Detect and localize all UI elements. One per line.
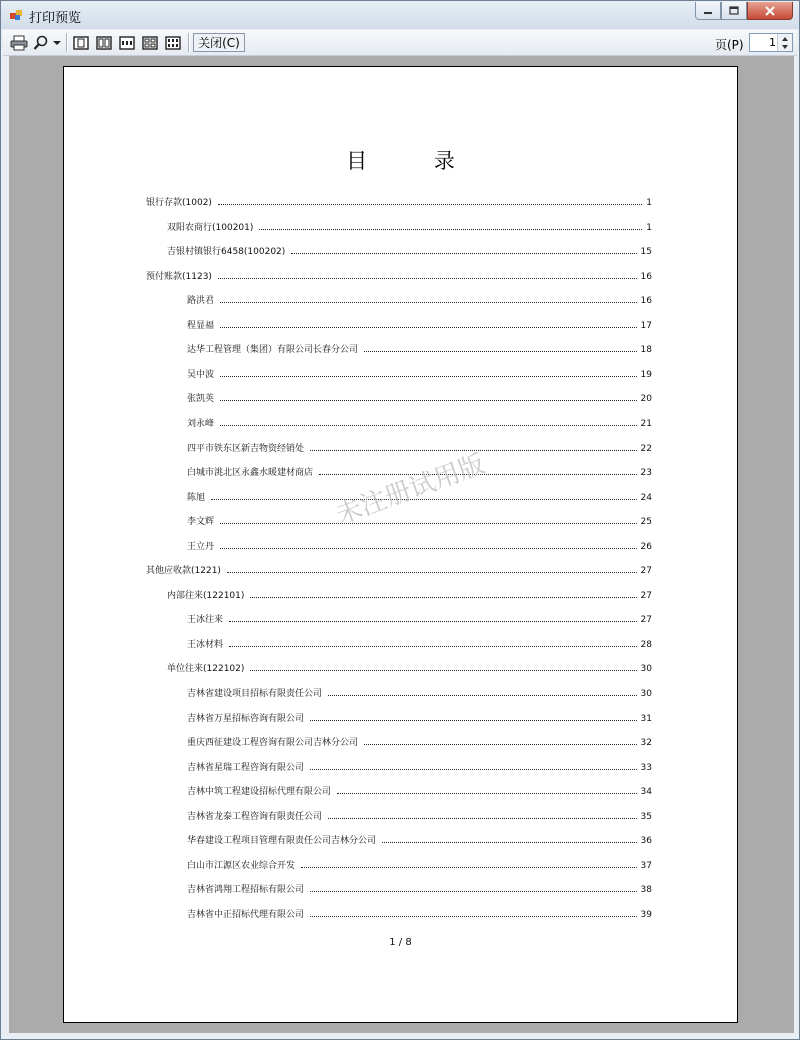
spin-down-icon[interactable] [778, 43, 792, 51]
toc-row [187, 366, 652, 380]
preview-area[interactable] [9, 56, 794, 1033]
toc-entry-label: 程显福 [187, 321, 215, 331]
toc-entry-label: 单位往来(122102) [167, 664, 245, 674]
toc-entry-label: 路洪君 [187, 296, 215, 306]
toc-entry-page: 19 [640, 370, 652, 380]
page-number-value[interactable]: 1 [769, 36, 776, 49]
toc-leader-dots [382, 842, 637, 843]
toc-leader-dots [250, 597, 636, 598]
toc-entry-label: 刘永峰 [187, 419, 215, 429]
toc-leader-dots [229, 646, 637, 647]
toc-row [187, 759, 652, 773]
two-page-button[interactable] [95, 33, 113, 52]
toc-entry-label: 李文辉 [187, 517, 215, 527]
toc-row [187, 341, 652, 355]
toc-entry-page: 30 [640, 689, 652, 699]
close-icon [764, 6, 776, 16]
toc-leader-dots [259, 229, 642, 230]
spin-up-icon[interactable] [778, 35, 792, 43]
toc-entry-label: 吉林省建设项目招标有限责任公司 [187, 689, 323, 699]
toc-row [187, 808, 652, 822]
toc-leader-dots [250, 670, 636, 671]
toc-entry-page: 39 [640, 910, 652, 920]
toc-entry-page: 17 [640, 321, 652, 331]
toc-row [187, 832, 652, 846]
three-page-icon [119, 36, 135, 50]
one-page-icon [73, 36, 89, 50]
toc-leader-dots [220, 376, 637, 377]
toc-row [187, 857, 652, 871]
toc-entry-label: 华春建设工程项目管理有限责任公司吉林分公司 [187, 836, 377, 846]
toc-entry-page: 16 [640, 296, 652, 306]
toc-row [187, 317, 652, 331]
document-page [63, 66, 738, 1023]
toc-entry-label: 吉林省中正招标代理有限公司 [187, 910, 305, 920]
toc-entry-page: 28 [640, 640, 652, 650]
close-window-button[interactable] [747, 2, 793, 20]
toc-entry-label: 白山市江源区农业综合开发 [187, 861, 296, 871]
printer-icon [10, 35, 28, 51]
toc-row [146, 194, 652, 208]
toc-row [167, 660, 652, 674]
toc-leader-dots [291, 253, 636, 254]
toc-leader-dots [364, 351, 637, 352]
close-preview-button[interactable]: 关闭(C) [193, 33, 245, 52]
zoom-icon [33, 35, 49, 51]
toolbar-separator [188, 33, 190, 52]
toc-row [187, 906, 652, 920]
toc-leader-dots [364, 744, 637, 745]
toc-entry-page: 37 [640, 861, 652, 871]
toc-row [187, 710, 652, 724]
zoom-dropdown[interactable] [52, 33, 62, 52]
page-footer-number: 1 / 8 [389, 937, 412, 948]
toc-entry-label: 吉林省鸿翔工程招标有限公司 [187, 885, 305, 895]
page-number-spinner[interactable] [749, 33, 793, 52]
toc-row [187, 783, 652, 797]
toc-entry-page: 27 [640, 615, 652, 625]
toc-entry-label: 白城市洮北区永鑫水暖建材商店 [187, 468, 314, 478]
two-page-icon [96, 36, 112, 50]
toc-leader-dots [220, 327, 637, 328]
toc-row [187, 538, 652, 552]
toc-row [187, 513, 652, 527]
toc-entry-page: 18 [640, 345, 652, 355]
toc-leader-dots [328, 695, 637, 696]
six-page-icon [165, 36, 181, 50]
toc-row [187, 390, 652, 404]
toc-row [187, 415, 652, 429]
toc-row [187, 734, 652, 748]
toc-entry-label: 张凯英 [187, 394, 215, 404]
toc-entry-page: 31 [640, 714, 652, 724]
toc-entry-page: 22 [640, 444, 652, 454]
toc-leader-dots [218, 204, 642, 205]
toc-entry-page: 1 [646, 198, 652, 208]
toc-entry-page: 34 [640, 787, 652, 797]
toc-entry-page: 23 [640, 468, 652, 478]
toc-leader-dots [310, 769, 637, 770]
toc-entry-label: 其他应收款(1221) [146, 566, 221, 576]
print-button[interactable] [9, 33, 29, 52]
toc-entry-label: 吴中波 [187, 370, 215, 380]
one-page-button[interactable] [72, 33, 90, 52]
toolbar-separator [66, 33, 68, 52]
toc-entry-page: 38 [640, 885, 652, 895]
toc-leader-dots [227, 572, 637, 573]
toc-entry-label: 内部往来(122101) [167, 591, 245, 601]
toc-row [187, 440, 652, 454]
toc-entry-label: 陈旭 [187, 493, 206, 503]
toc-leader-dots [229, 621, 637, 622]
toc-entry-page: 20 [640, 394, 652, 404]
minimize-button[interactable] [695, 2, 721, 20]
toc-entry-page: 36 [640, 836, 652, 846]
title-bar[interactable] [1, 1, 799, 29]
toc-entry-page: 33 [640, 763, 652, 773]
toc-entry-page: 1 [646, 223, 652, 233]
toc-entry-label: 达华工程管理（集团）有限公司长春分公司 [187, 345, 359, 355]
zoom-button[interactable] [31, 33, 51, 52]
toc-entry-label: 预付账款(1123) [146, 272, 212, 282]
print-preview-app-icon [9, 8, 23, 22]
toc-entry-page: 27 [640, 566, 652, 576]
toc-leader-dots [220, 425, 637, 426]
three-page-button[interactable] [118, 33, 136, 52]
toc-leader-dots [337, 793, 637, 794]
page-label: 页(P) [715, 38, 744, 52]
maximize-icon [729, 6, 739, 16]
dropdown-arrow-icon [53, 40, 61, 46]
toc-entry-label: 双阳农商行(100201) [167, 223, 254, 233]
four-page-icon [142, 36, 158, 50]
toc-row [167, 219, 652, 233]
toc-entry-page: 25 [640, 517, 652, 527]
toc-entry-page: 21 [640, 419, 652, 429]
toc-entry-page: 24 [640, 493, 652, 503]
toc-leader-dots [218, 278, 637, 279]
toc-row [187, 685, 652, 699]
spinner-arrows[interactable] [777, 34, 792, 51]
toc-leader-dots [220, 548, 637, 549]
toc-entry-label: 四平市铁东区新吉物资经销处 [187, 444, 305, 454]
toc-leader-dots [328, 818, 637, 819]
toc-entry-label: 吉银村镇银行6458(100202) [167, 247, 286, 257]
toc-entry-label: 吉林省龙泰工程咨询有限责任公司 [187, 812, 323, 822]
toc-entry-page: 16 [640, 272, 652, 282]
toc-leader-dots [220, 400, 637, 401]
toc-entry-label: 重庆西征建设工程咨询有限公司吉林分公司 [187, 738, 359, 748]
toc-entry-page: 26 [640, 542, 652, 552]
toc-leader-dots [301, 867, 637, 868]
toc-row [167, 243, 652, 257]
window-title: 打印预览 [29, 11, 82, 26]
toc-row [187, 636, 652, 650]
toc-entry-label: 王冰材料 [187, 640, 224, 650]
toc-row [167, 587, 652, 601]
toc-leader-dots [310, 891, 637, 892]
toc-row [146, 268, 652, 282]
toc-leader-dots [220, 302, 637, 303]
toc-entry-label: 银行存款(1002) [146, 198, 212, 208]
toc-entry-page: 27 [640, 591, 652, 601]
toc-row [187, 292, 652, 306]
toc-entry-page: 32 [640, 738, 652, 748]
minimize-icon [703, 6, 713, 16]
window-controls [695, 2, 793, 21]
four-page-button[interactable] [141, 33, 159, 52]
toc-entry-label: 王立丹 [187, 542, 215, 552]
toc-entry-page: 30 [640, 664, 652, 674]
preview-toolbar [3, 30, 797, 56]
toc-entry-label: 吉林省万星招标咨询有限公司 [187, 714, 305, 724]
toc-entry-label: 吉林省星瑞工程咨询有限公司 [187, 763, 305, 773]
toc-row [187, 611, 652, 625]
six-page-button[interactable] [164, 33, 182, 52]
watermark: 未注册试用版 [332, 449, 489, 531]
toc-leader-dots [220, 523, 637, 524]
toc-entry-page: 35 [640, 812, 652, 822]
toc-leader-dots [310, 916, 637, 917]
toc-entry-label: 王冰往来 [187, 615, 224, 625]
maximize-button[interactable] [721, 2, 747, 20]
toc-entry-page: 15 [640, 247, 652, 257]
page-title: 目 录 [346, 149, 485, 173]
toc-leader-dots [310, 720, 637, 721]
toc-row [146, 562, 652, 576]
toc-row [187, 881, 652, 895]
toc-entry-label: 吉林中筑工程建设招标代理有限公司 [187, 787, 332, 797]
